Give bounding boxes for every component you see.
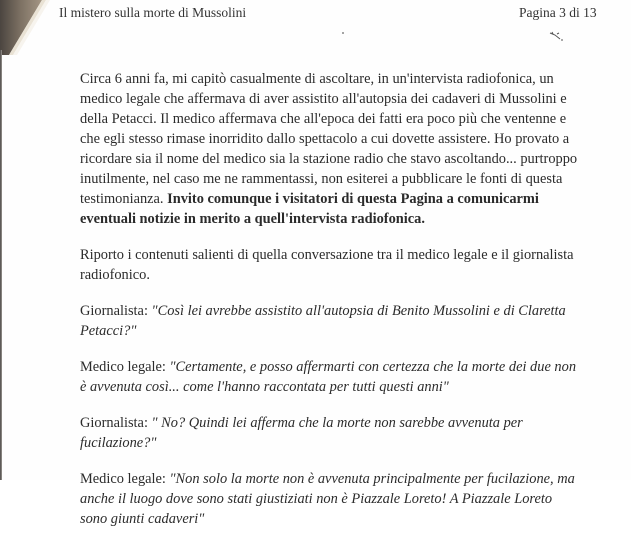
dialogue-quote: "Certamente, e posso affermarti con certezza che la morte dei due non è avvenuta così... come l'hanno raccontata per tutti questi anni"	[80, 359, 577, 395]
page-corner-shadow	[0, 0, 50, 55]
dialogue-line	[80, 357, 580, 397]
dialogue-quote: "Non solo la morte non è avvenuta principalmente per fucilazione, ma anche il luogo dove sono stati giustiziati non è Piazzale Loreto! A Piazzale Loreto sono giunti cadaveri"	[80, 471, 575, 527]
page-left-edge	[0, 50, 2, 480]
header-title: Il mistero sulla morte di Mussolini	[59, 5, 247, 20]
summary-paragraph: Riporto i contenuti salienti di quella conversazione tra il medico legale e il giornalista radiofonico.	[80, 247, 574, 283]
dialogue-speaker: Giornalista:	[80, 303, 152, 319]
intro-text: Circa 6 anni fa, mi capitò casualmente di ascoltare, in un'intervista radiofonica, un medico legale che affermava di aver assistito all'autopsia dei cadaveri di Mussolini e della Petacci. Il medico affermava che all'epoca dei fatti era poco più che ventenne e che egli stesso rimase inorridito dallo spettacolo a cui dovette assistere. Ho provato a ricordare sia il nome del medico sia la stazione radio che stavo ascoltando... purtroppo inutilmente, nel caso me ne rammentassi, non esiterei a pubblicare le fonti di questa testimonianza.	[80, 71, 578, 207]
dialogue-line	[80, 301, 580, 341]
document-body	[80, 69, 580, 545]
intro-paragraph	[80, 69, 580, 229]
dialogue-speaker: Medico legale:	[80, 471, 170, 487]
dialogue-quote: " No? Quindi lei afferma che la morte non sarebbe avvenuta per fucilazione?"	[80, 415, 523, 451]
dialogue-speaker: Medico legale:	[80, 359, 170, 375]
dialogue-line	[80, 413, 580, 453]
scan-artifact-icon	[549, 31, 565, 41]
page-indicator: Pagina 3 di 13	[519, 5, 597, 20]
dialogue-quote: "Così lei avrebbe assistito all'autopsia di Benito Mussolini e di Claretta Petacci?"	[80, 303, 566, 339]
intro-bold-request: Invito comunque i visitatori di questa Pagina a comunicarmi eventuali notizie in merito a quell'intervista radiofonica.	[80, 191, 539, 227]
scan-dot	[342, 32, 344, 34]
dialogue-speaker: Giornalista:	[80, 415, 152, 431]
dialogue-line	[80, 469, 580, 529]
